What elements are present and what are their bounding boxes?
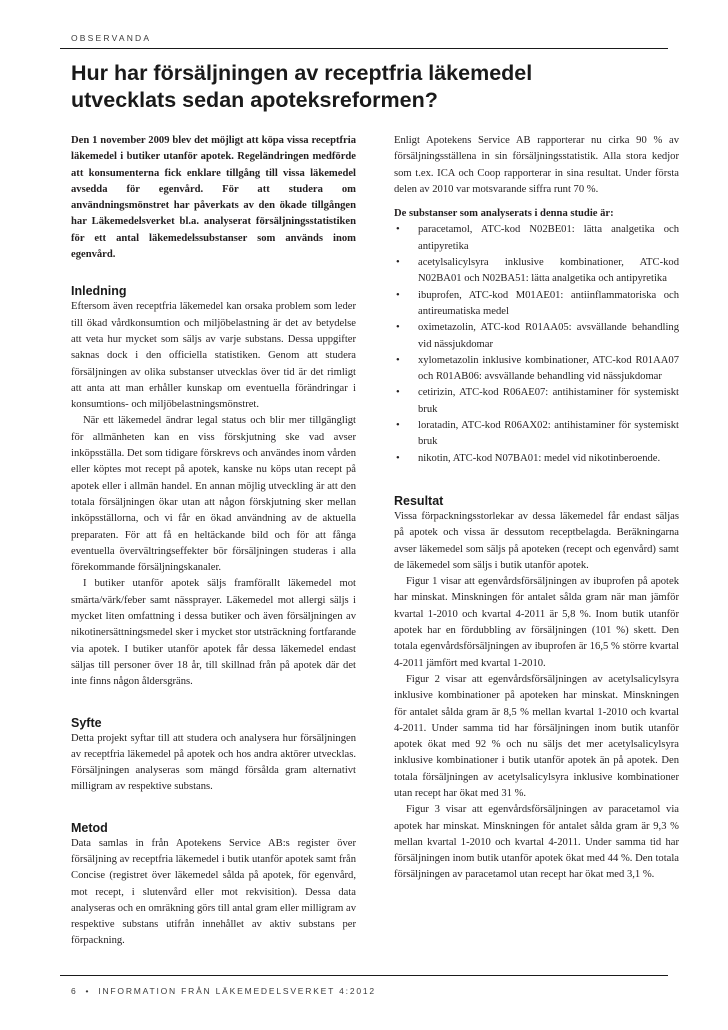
list-item: • nikotin, ATC-kod N07BA01: medel vid nikotinberoende. [394, 451, 679, 467]
metod-heading: Metod [71, 820, 108, 835]
list-item: • cetirizin, ATC-kod R06AE07: antihistaminer för systemiskt bruk [396, 387, 679, 415]
top-rule [60, 48, 668, 49]
bullet-icon: • [396, 452, 400, 464]
inledning-paragraph-3: I butiker utanför apotek säljs framförallt läkemedel mot smärta/värk/feber samt nässprayer. Läkemedel mot allergi säljs i mycket liten omfattning i dessa butiker och även försäljningen av nikotinersättningsmedel sker i mycket stor utsträckning fortfarande via apotek. I butiker utanför apotek får dessa läkemedel endast säljas till personer över 18 år, till skillnad från på apotek där det inte finns någon åldersgräns. [71, 578, 356, 688]
intro-paragraph: Enligt Apotekens Service AB rapporterar nu cirka 90 % av försäljningsställena in sin försäljningsstatistik. Alla stora kedjor som t.ex. ICA och Coop rapporterar in sina resultat. Under första delen av 2010 var motsvarande siffra runt 70 %. [394, 135, 679, 195]
syfte-heading: Syfte [71, 715, 102, 730]
footer-separator: • [85, 986, 91, 996]
bullet-icon: • [396, 224, 400, 236]
bullet-icon: • [396, 420, 400, 432]
bottom-rule [60, 975, 668, 976]
left-column [71, 133, 356, 950]
inledning-paragraph-1: Eftersom även receptfria läkemedel kan orsaka problem som leder till ökad vårdkonsumtion och miljöbelastning är det av betydelse att veta hur mycket som säljs av varje substans. Dessa uppgifter saknas dock i den officiella statistiken. Genom att studera försäljningen av olika substanser utvecklas över tid är det rimligt att anta att man erhåller kunskap om eventuella förändringar i konsumtions- och miljöbelastningsmönstret. [71, 301, 356, 411]
metod-paragraph: Data samlas in från Apotekens Service AB:s register över försäljning av receptfria läkemedel i butik utanför apotek samt från Concise (registret över läkemedel sålda på apotek, för egenvård, mot recept, i slutenvård eller mot rekvisition). Dessa data analyseras och en omräkning görs till antal gram eller milligram av respektive substans utifrån innehållet av aktiv substans per förpackning. [71, 837, 356, 947]
publication-title: INFORMATION FRÅN LÄKEMEDELSVERKET 4:2012 [98, 986, 376, 996]
list-item: • paracetamol, ATC-kod N02BE01: lätta analgetika och antipyretika [396, 224, 679, 252]
lead-paragraph: Den 1 november 2009 blev det möjligt att köpa vissa receptfria läkemedel i butiker utanför apotek. Regeländringen medförde att konsumenterna fick enklare tillgång till vissa läkemedel avsedda för egenvård. För att studera om användningsmönstret har påverkats av den ökade tillgången har Läkemedelsverket bl.a. analyserat försäljningsstatistiken för ett antal läkemedelssubstanser som används inom egenvård. [71, 135, 356, 261]
right-column [394, 133, 679, 884]
page-number: 6 [71, 986, 78, 996]
list-item: • xylometazolin inklusive kombinationer, ATC-kod R01AA07 och R01AB06: avsvällande behandling vid nässjukdomar [396, 354, 679, 383]
syfte-paragraph: Detta projekt syftar till att studera och analysera hur försäljningen av receptfria läkemedel på apotek och hos andra aktörer utvecklas. Försäljningen analyseras som mängd försålda gram alternativt milligram av respektive substans. [71, 732, 356, 793]
resultat-paragraph-4: Figur 3 visar att egenvårdsförsäljningen av paracetamol via apotek har minskat. Minskningen för antalet sålda gram är 9,3 % mellan kvartal 1-2010 och kvartal 4-2011. Under samma tid har försäljningen inom butik utanför apotek ökat med 44 %. Den totala försäljningen av paracetamol utan recept har ökat med 3,1 %. [394, 804, 679, 881]
substances-heading: De substanser som analyserats i denna studie är: [394, 208, 614, 220]
resultat-paragraph-3: Figur 2 visar att egenvårdsförsäljningen av acetylsalicylsyra inklusive kombinationer på apoteken har minskat. Minskningen för antalet sålda gram är 8,5 % mellan kvartal 1-2010 och kvartal 4-2011. Under samma tid har försäljningen inom butik utanför apotek ökat med 92 % och nu säljs det mer acetylsalicylsyra inklusive kombinationer i butik utanför apotek än på apotek. Den totala försäljningen av acetylsalicylsyra inklusive kombinationer utan recept har ökat med 31 %. [394, 673, 679, 799]
page-footer [71, 986, 376, 996]
inledning-heading: Inledning [71, 284, 127, 299]
resultat-paragraph-1: Vissa förpackningsstorlekar av dessa läkemedel får endast säljas på apotek och vissa är dessutom receptbelagda. Beräkningarna avser läkemedel som säljs på apoteken (recept och egenvård) samt de läkemedel som säljs i butik utanför apotek. [394, 510, 679, 571]
list-item: • ibuprofen, ATC-kod M01AE01: antiinflammatoriska och antireumatiska medel [396, 289, 679, 317]
title-line-2: utvecklats sedan apoteksreformen? [71, 88, 438, 112]
page-title [71, 60, 671, 114]
list-item: • oximetazolin, ATC-kod R01AA05: avsvällande behandling vid nässjukdomar [396, 322, 679, 350]
resultat-paragraph-2: Figur 1 visar att egenvårdsförsäljningen av ibuprofen på apotek har minskat. Minskningen för antalet sålda gram när man jämför kvartal 1-2010 och kvartal 4-2011 är 5,8 %. Inom butik utanför apotek har en fördubbling av försäljningen (101 %) skett. Den totala egenvårdsförsäljningen av ibuprofen är 16,5 % större kvartal 4-2011 jämfört med kvartal 1-2010. [394, 576, 679, 669]
bullet-icon: • [396, 289, 400, 301]
inledning-paragraph-2: När ett läkemedel ändrar legal status och blir mer tillgängligt för allmänheten kan en viss förskjutning ske vad avser inköpsställa. Det som tidigare förskrevs och användes inom vården eller köptes mot recept på apotek, kanske nu köps utan recept på apotek eller i allmän handel. En annan möjlig utveckling är att den totala försäljningen ökar utan att någon förskjutning sker mellan inköpsställorna, och vi får en ökad användning av de aktuella preparaten. För att få en heltäckande bild och för att fånga eventuella övervältringseffekter bör försäljningen studeras i alla förekommande försäljningskanaler. [71, 415, 356, 574]
bullet-icon: • [396, 354, 400, 366]
title-line-1: Hur har försäljningen av receptfria läkemedel [71, 61, 533, 85]
bullet-icon: • [396, 257, 400, 269]
list-item: • loratadin, ATC-kod R06AX02: antihistaminer för systemiskt bruk [396, 420, 679, 448]
resultat-heading: Resultat [394, 493, 444, 508]
substance-list [394, 222, 679, 466]
section-label: OBSERVANDA [71, 33, 152, 43]
bullet-icon: • [396, 322, 400, 334]
list-item: • acetylsalicylsyra inklusive kombinationer, ATC-kod N02BA01 och N02BA51: lätta analgetika och antipyretika [396, 257, 679, 285]
bullet-icon: • [396, 387, 400, 399]
